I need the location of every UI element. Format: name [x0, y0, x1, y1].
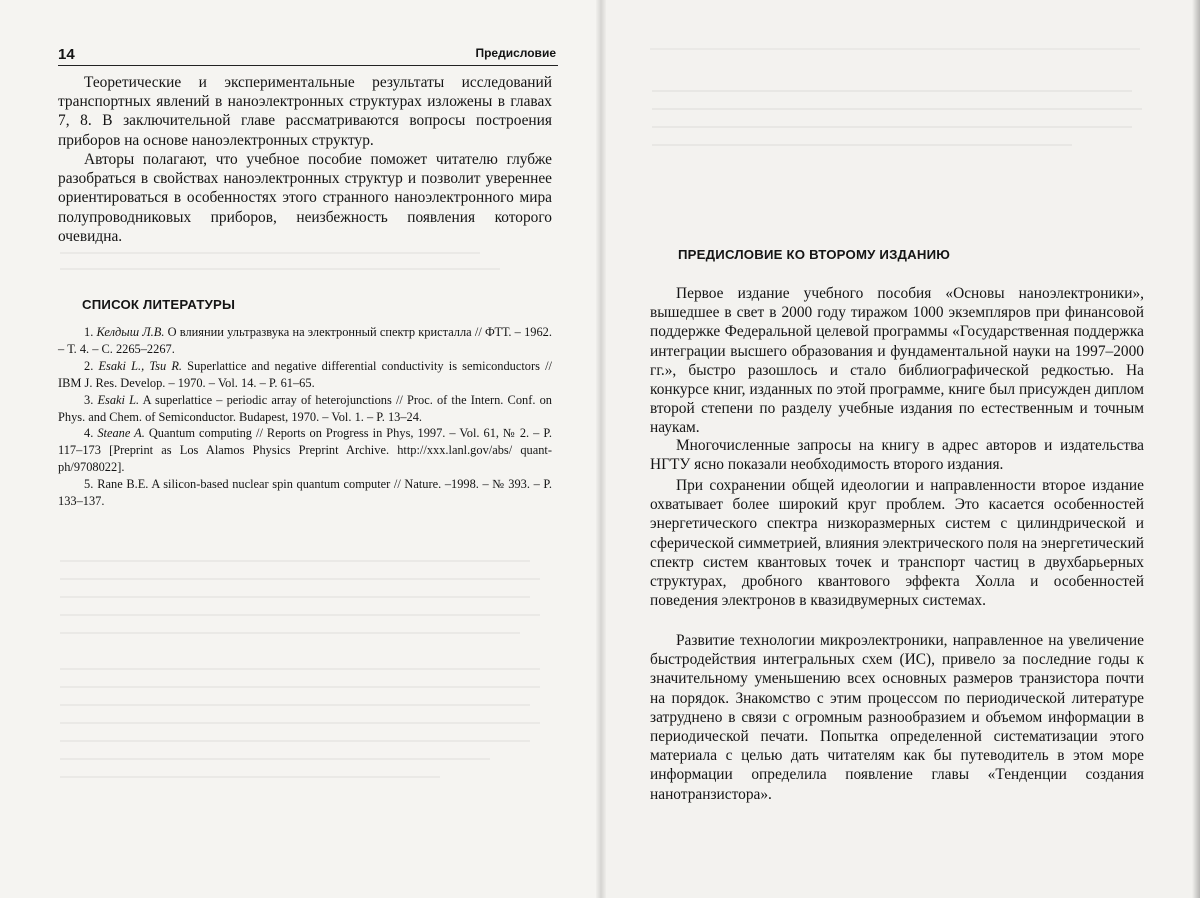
reference-author: Esaki L. — [97, 392, 140, 407]
reference-text: A superlattice – periodic array of heterojunctions // Proc. of the Intern. Conf. on Phys. and Chem. of Semiconductor. Budapest, 1970. – Vol. 1. – P. 13–24. — [58, 392, 552, 424]
bleed-through-line — [60, 668, 540, 670]
reference-number: 3. — [84, 392, 94, 407]
body-paragraph: Развитие технологии микроэлектроники, направленное на увеличение быстродействия интегральных схем (ИС), привело за последние годы к значительному уменьшению всех основных размеров транзистора почти на порядок. Знакомство с этим процессом по периодической литературе затруднено в связи с огромным разнообразием и объемом информации в периодической печати. Попытка определенной систематизации этого материала с целью дать читателям как бы путеводитель в этом море информации определила появление главы «Тенденции создания нанотранзистора». — [650, 632, 1144, 803]
preface-heading: ПРЕДИСЛОВИЕ КО ВТОРОМУ ИЗДАНИЮ — [678, 247, 951, 262]
bleed-through-line — [60, 252, 480, 254]
page-number: 14 — [58, 46, 75, 63]
reference-number: 5. — [84, 477, 94, 492]
reference-item — [58, 425, 552, 476]
bleed-through-line — [60, 560, 530, 562]
references-heading: СПИСОК ЛИТЕРАТУРЫ — [82, 297, 236, 312]
bleed-through-line — [652, 144, 1072, 146]
bleed-through-line — [60, 758, 490, 760]
reference-item — [58, 392, 552, 426]
reference-text: Quantum computing // Reports on Progress in Phys, 1997. – Vol. 61, № 2. – P. 117–173 [Preprint as Los Alamos Physics Preprint Archive. http://xxx.lanl.gov/abs/ quant-ph/9708022]. — [58, 426, 552, 475]
bleed-through-line — [60, 722, 540, 724]
reference-item — [58, 324, 552, 358]
book-gutter — [596, 0, 606, 898]
body-paragraph: Многочисленные запросы на книгу в адрес авторов и издательства НГТУ ясно показали необходимость второго издания. — [650, 437, 1144, 474]
bleed-through-line — [60, 596, 530, 598]
bleed-through-line — [652, 90, 1132, 92]
bleed-through-line — [652, 126, 1132, 128]
reference-text: О влиянии ультразвука на электронный спектр кристалла // ФТТ. – 1962. – Т. 4. – С. 2265–2267. — [58, 325, 552, 356]
body-paragraph: При сохранении общей идеологии и направленности второе издание охватывает более широкий круг проблем. Это касается особенностей энергетического спектра низкоразмерных систем с цилиндрической и сферической симметрией, влияния электрического поля на энергетический спектр систем квантовых точек и транспорт частиц в двухбарьерных структурах, дробного квантового эффекта Холла и особенностей поведения электронов в квазидвумерных системах. — [650, 477, 1144, 610]
reference-text: Superlattice and negative differential conductivity is semiconductors // IBM J. Res. Develop. – 1970. – Vol. 14. – P. 61–65. — [58, 358, 552, 390]
bleed-through-line — [650, 48, 1140, 50]
bleed-through-line — [60, 686, 540, 688]
reference-text: Rane B.E. A silicon-based nuclear spin quantum computer // Nature. –1998. – № 393. – P. 133–137. — [58, 477, 552, 509]
bleed-through-line — [60, 704, 530, 706]
bleed-through-line — [60, 268, 500, 270]
page-edge — [1192, 0, 1200, 898]
running-head — [58, 45, 558, 66]
reference-author: Steane A. — [97, 426, 145, 441]
bleed-through-line — [60, 614, 540, 616]
body-paragraph: Теоретические и экспериментальные результаты исследований транспортных явлений в наноэлектронных структурах изложены в главах 7, 8. В заключительной главе рассматриваются вопросы построения приборов на основе наноэлектронных структур. — [58, 74, 552, 149]
reference-number: 4. — [84, 426, 94, 441]
bleed-through-line — [60, 632, 520, 634]
bleed-through-line — [60, 578, 540, 580]
bleed-through-line — [652, 108, 1142, 110]
body-paragraph: Авторы полагают, что учебное пособие поможет читателю глубже разобраться в свойствах наноэлектронных структур и позволит увереннее ориентироваться в особенностях этого странного наноэлектронного мира полупроводниковых приборов, неизбежность появления которого очевидна. — [58, 151, 552, 245]
reference-number: 2. — [84, 358, 94, 373]
references-list — [58, 324, 552, 510]
bleed-through-line — [60, 776, 440, 778]
reference-author: Келдыш Л.В. — [96, 325, 165, 339]
reference-item — [58, 476, 552, 510]
reference-item — [58, 358, 552, 392]
body-paragraph: Первое издание учебного пособия «Основы наноэлектроники», вышедшее в свет в 2000 году тиражом 1000 экземпляров при финансовой поддержке Федеральной целевой программы «Государственная поддержка интеграции высшего образования и фундаментальной науки на 1997–2000 гг.», быстро разошлось и стало библиографической редкостью. На конкурсе книг, изданных по этой программе, книге был присужден диплом второй степени по разделу учебные издания по естественным и точным наукам. — [650, 285, 1144, 437]
reference-number: 1. — [84, 325, 94, 339]
reference-author: Esaki L., Tsu R. — [98, 358, 182, 373]
running-title: Предисловие — [475, 46, 556, 60]
bleed-through-line — [60, 740, 530, 742]
